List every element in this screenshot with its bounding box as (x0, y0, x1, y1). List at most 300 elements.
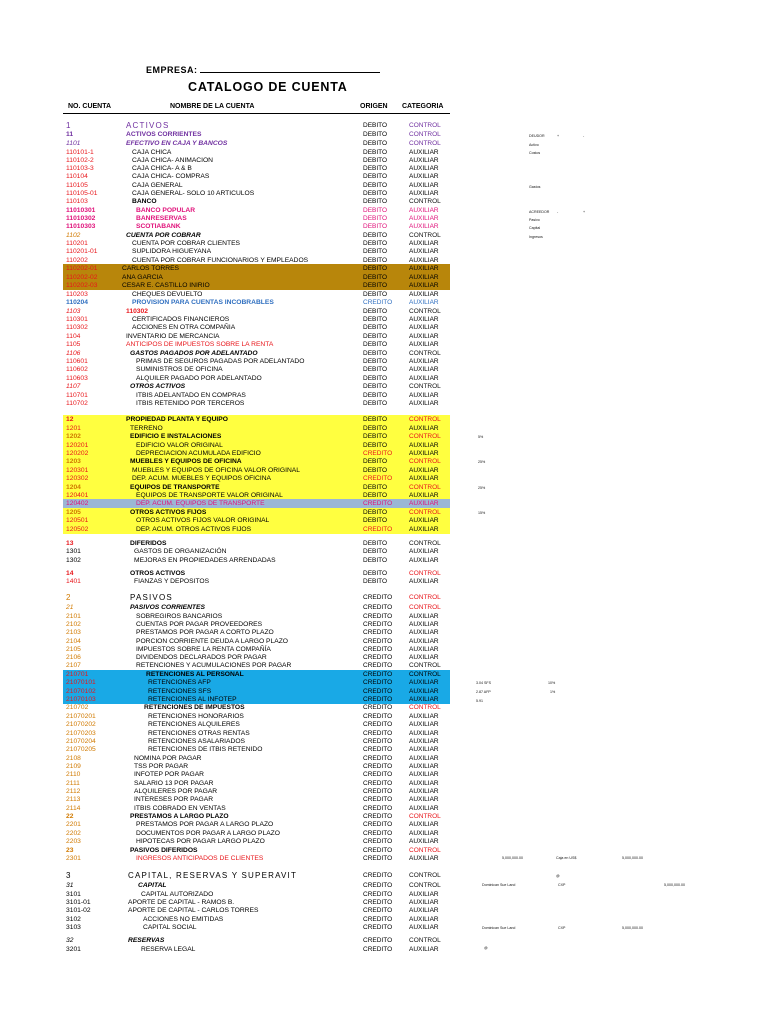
account-category: AUXILIAR (409, 557, 439, 564)
account-origen: DEBITO (363, 316, 388, 323)
table-row (0, 222, 768, 231)
account-category: AUXILIAR (409, 526, 439, 533)
account-code: 3102 (66, 916, 81, 923)
account-origen: DEBITO (363, 358, 388, 365)
account-name: CUENTAS POR PAGAR PROVEEDORES (136, 621, 263, 628)
account-origen: CREDITO (363, 629, 393, 636)
account-category: AUXILIAR (409, 492, 439, 499)
account-code: 31 (66, 882, 74, 889)
account-name: EQUIPOS DE TRANSPORTE (130, 484, 220, 491)
account-category: CONTROL (409, 232, 441, 239)
account-code: 110203 (66, 291, 88, 298)
account-code: 2102 (66, 621, 81, 628)
account-name: EDIFICIO VALOR ORIGINAL (136, 442, 223, 449)
account-origen: DEBITO (363, 122, 388, 129)
margin-note: ACREEDOR (529, 210, 550, 214)
account-name: HIPOTECAS POR PAGAR LARGO PLAZO (136, 838, 265, 845)
account-name: RETENCIONES AL PERSONAL (146, 671, 244, 678)
account-origen: CREDITO (363, 713, 393, 720)
account-name: CAPITAL (138, 882, 167, 889)
account-name: BANCO (132, 198, 157, 205)
account-origen: DEBITO (363, 425, 388, 432)
account-origen: CREDITO (363, 738, 393, 745)
account-category: AUXILIAR (409, 299, 439, 306)
account-category: CONTROL (409, 383, 441, 390)
margin-note: Dominican Sue Land (482, 883, 516, 887)
account-category: AUXILIAR (409, 646, 439, 653)
account-category: AUXILIAR (409, 274, 439, 281)
margin-note: Capital (529, 226, 541, 230)
account-category: AUXILIAR (409, 721, 439, 728)
account-name: OTROS ACTIVOS (130, 383, 186, 390)
account-category: CONTROL (409, 122, 441, 129)
margin-note: CXP (558, 926, 566, 930)
table-row (0, 603, 768, 612)
account-code: 210702 (66, 704, 89, 711)
account-code: 22 (66, 813, 74, 820)
account-origen: CREDITO (363, 788, 393, 795)
account-origen: CREDITO (363, 872, 393, 879)
table-row (0, 323, 768, 332)
account-code: 1105 (66, 341, 81, 348)
account-name: RETENCIONES DE ITBIS RETENIDO (148, 746, 263, 753)
account-name: CHEQUES DEVUELTO (132, 291, 203, 298)
account-category: AUXILIAR (409, 796, 439, 803)
account-category: CONTROL (409, 882, 441, 889)
account-category: AUXILIAR (409, 517, 439, 524)
account-name: APORTE DE CAPITAL - RAMOS B. (128, 899, 235, 906)
account-name: GASTOS PAGADOS POR ADELANTADO (130, 350, 258, 357)
account-name: RETENCIONES AL INFOTEP (148, 696, 237, 703)
account-code: 2109 (66, 763, 81, 770)
account-name: ALQUILERES POR PAGAR (134, 788, 218, 795)
account-name: CAPITAL AUTORIZADO (141, 891, 214, 898)
account-code: 21070204 (66, 738, 96, 745)
account-category: AUXILIAR (409, 157, 439, 164)
account-origen: CREDITO (363, 821, 393, 828)
account-name: BANCO POPULAR (136, 207, 196, 214)
account-name: IMPUESTOS SOBRE LA RENTA COMPAÑÍA (136, 646, 271, 653)
account-name: ACCIONES EN OTRA COMPAÑIA (132, 324, 236, 331)
margin-note: + (557, 134, 560, 138)
account-category: AUXILIAR (409, 207, 439, 214)
account-code: 2 (66, 593, 71, 602)
table-row (0, 264, 768, 273)
account-name: CAJA GENERAL- SOLO 10 ARTICULOS (132, 190, 255, 197)
account-code: 23 (66, 847, 74, 854)
account-origen: DEBITO (363, 557, 388, 564)
account-category: AUXILIAR (409, 475, 439, 482)
account-category: AUXILIAR (409, 755, 439, 762)
account-origen: DEBITO (363, 442, 388, 449)
table-row (0, 628, 768, 637)
account-category: AUXILIAR (409, 173, 439, 180)
account-category: AUXILIAR (409, 679, 439, 686)
account-code: 1202 (66, 433, 81, 440)
account-name: PRESTAMOS POR PAGAR A LARGO PLAZO (136, 821, 274, 828)
account-code: 120401 (66, 492, 89, 499)
table-row (0, 399, 768, 408)
account-origen: CREDITO (363, 855, 393, 862)
account-code: 32 (66, 937, 74, 944)
account-code: 110602 (66, 366, 88, 373)
account-category: AUXILIAR (409, 855, 439, 862)
account-code: 1104 (66, 333, 81, 340)
account-code: 110701 (66, 392, 88, 399)
account-origen: CREDITO (363, 299, 393, 306)
account-code: 21070102 (66, 688, 96, 695)
table-row (0, 139, 768, 148)
account-origen: DEBITO (363, 333, 388, 340)
margin-note: 25% (478, 486, 486, 490)
margin-note: Gastos (529, 185, 541, 189)
account-origen: DEBITO (363, 350, 388, 357)
account-code: 110105 (66, 182, 88, 189)
account-origen: CREDITO (363, 899, 393, 906)
account-name: RETENCIONES HONORARIOS (148, 713, 244, 720)
account-origen: CREDITO (363, 755, 393, 762)
account-category: AUXILIAR (409, 215, 439, 222)
account-origen: DEBITO (363, 467, 388, 474)
account-name: PROPIEDAD PLANTA Y EQUIPO (126, 416, 228, 423)
margin-note: 25% (478, 460, 486, 464)
account-code: 110104 (66, 173, 88, 180)
account-category: CONTROL (409, 570, 441, 577)
account-category: AUXILIAR (409, 838, 439, 845)
account-code: 110101-1 (66, 149, 94, 156)
account-name: PROVISION PARA CUENTAS INCOBRABLES (132, 299, 274, 306)
account-category: AUXILIAR (409, 548, 439, 555)
table-row (0, 340, 768, 349)
account-origen: CREDITO (363, 771, 393, 778)
margin-note: Dominican Sue Land (482, 926, 516, 930)
account-category: AUXILIAR (409, 223, 439, 230)
account-category: CONTROL (409, 350, 441, 357)
account-category: AUXILIAR (409, 291, 439, 298)
account-name: EFECTIVO EN CAJA Y BANCOS (126, 140, 228, 147)
table-row (0, 382, 768, 391)
account-name: PRESTAMOS A LARGO PLAZO (130, 813, 229, 820)
margin-note: 2.87 AFP (476, 690, 491, 694)
account-name: DEPRECIACION ACUMULADA EDIFICIO (136, 450, 261, 457)
account-category: CONTROL (409, 416, 441, 423)
account-name: DOCUMENTOS POR PAGAR A LARGO PLAZO (136, 830, 280, 837)
account-origen: DEBITO (363, 182, 388, 189)
account-name: PORCION CORRIENTE DEUDA A LARGO PLAZO (136, 638, 288, 645)
account-name: INVENTARIO DE MERCANCIA (126, 333, 220, 340)
account-name: INGRESOS ANTICIPADOS DE CLIENTES (136, 855, 264, 862)
column-header-nombre: NOMBRE DE LA CUENTA (170, 103, 255, 110)
account-category: AUXILIAR (409, 830, 439, 837)
account-origen: CREDITO (363, 646, 393, 653)
account-category: AUXILIAR (409, 358, 439, 365)
account-category: AUXILIAR (409, 324, 439, 331)
account-name: RETENCIONES AFP (148, 679, 211, 686)
account-origen: DEBITO (363, 416, 388, 423)
account-category: AUXILIAR (409, 182, 439, 189)
account-name: MUEBLES Y EQUIPOS DE OFICINA VALOR ORIGINAL (132, 467, 300, 474)
account-code: 110301 (66, 316, 88, 323)
account-origen: CREDITO (363, 688, 393, 695)
account-code: 21070101 (66, 679, 96, 686)
account-origen: CREDITO (363, 730, 393, 737)
table-row (0, 197, 768, 206)
account-code: 14 (66, 570, 74, 577)
account-category: AUXILIAR (409, 907, 439, 914)
account-code: 11010303 (66, 223, 96, 230)
account-origen: DEBITO (363, 308, 388, 315)
table-row (0, 172, 768, 181)
account-name: CAPITAL, RESERVAS Y SUPERAVIT (128, 871, 298, 880)
account-origen: DEBITO (363, 375, 388, 382)
account-origen: CREDITO (363, 721, 393, 728)
account-origen: DEBITO (363, 509, 388, 516)
table-row (0, 577, 768, 586)
account-category: AUXILIAR (409, 899, 439, 906)
account-code: 110603 (66, 375, 88, 382)
account-origen: CREDITO (363, 838, 393, 845)
account-category: AUXILIAR (409, 738, 439, 745)
account-category: AUXILIAR (409, 891, 439, 898)
table-row (0, 678, 768, 687)
account-code: 3 (66, 871, 71, 880)
account-name: CAJA CHICA- ANIMACION (132, 157, 214, 164)
account-name: ITBIS ADELANTADO EN COMPRAS (136, 392, 246, 399)
account-origen: DEBITO (363, 282, 388, 289)
account-name: GASTOS DE ORGANIZACIÓN (134, 548, 227, 555)
margin-note: 15% (478, 511, 486, 515)
account-origen: DEBITO (363, 240, 388, 247)
account-category: AUXILIAR (409, 190, 439, 197)
account-name: SUPLIDORA HIGUEYANA (132, 248, 212, 255)
account-origen: CREDITO (363, 937, 393, 944)
account-origen: DEBITO (363, 198, 388, 205)
account-name: DIFERIDOS (130, 540, 167, 547)
account-code: 1103 (66, 308, 81, 315)
account-code: 2103 (66, 629, 81, 636)
account-origen: CREDITO (363, 450, 393, 457)
table-row (0, 906, 768, 915)
account-origen: DEBITO (363, 341, 388, 348)
margin-note: 5,000,000.00 (502, 856, 523, 860)
account-name: CERTIFICADOS FINANCIEROS (132, 316, 230, 323)
account-origen: CREDITO (363, 654, 393, 661)
account-category: CONTROL (409, 872, 441, 879)
account-origen: DEBITO (363, 265, 388, 272)
account-code: 21070103 (66, 696, 96, 703)
account-category: AUXILIAR (409, 688, 439, 695)
table-row (0, 121, 768, 130)
margin-note: - (557, 210, 559, 214)
account-category: AUXILIAR (409, 629, 439, 636)
account-origen: CREDITO (363, 638, 393, 645)
account-category: CONTROL (409, 140, 441, 147)
account-name: PASIVOS CORRIENTES (130, 604, 205, 611)
account-code: 110103 (66, 198, 88, 205)
account-category: AUXILIAR (409, 500, 439, 507)
account-code: 110105-01 (66, 190, 98, 197)
account-origen: CREDITO (363, 805, 393, 812)
account-code: 110204 (66, 299, 88, 306)
account-code: 1 (66, 121, 71, 130)
account-code: 21070203 (66, 730, 96, 737)
account-category: AUXILIAR (409, 400, 439, 407)
account-name: DEP. ACUM. OTROS ACTIVOS FIJOS (136, 526, 252, 533)
account-category: CONTROL (409, 604, 441, 611)
account-name: CAJA CHICA- A & B (132, 165, 192, 172)
table-row (0, 820, 768, 829)
account-code: 3201 (66, 946, 81, 953)
account-category: AUXILIAR (409, 366, 439, 373)
account-origen: CREDITO (363, 924, 393, 931)
account-origen: DEBITO (363, 232, 388, 239)
table-row (0, 593, 768, 602)
account-code: 120302 (66, 475, 89, 482)
margin-note: 5.91 (476, 699, 483, 703)
account-name: SCOTIABANK (136, 223, 181, 230)
margin-note: - (583, 134, 585, 138)
account-origen: CREDITO (363, 882, 393, 889)
account-name: MUEBLES Y EQUIPOS DE OFICINA (130, 458, 242, 465)
account-category: AUXILIAR (409, 248, 439, 255)
margin-note: DEUDOR (529, 134, 545, 138)
account-category: AUXILIAR (409, 613, 439, 620)
account-origen: DEBITO (363, 383, 388, 390)
account-category: AUXILIAR (409, 916, 439, 923)
account-origen: CREDITO (363, 613, 393, 620)
account-code: 2201 (66, 821, 81, 828)
account-code: 210701 (66, 671, 89, 678)
account-name: DEP. ACUM. EQUIPOS DE TRANSPORTE (136, 500, 265, 507)
margin-note: CXP (558, 883, 566, 887)
margin-note: Activo (529, 143, 539, 147)
account-origen: DEBITO (363, 492, 388, 499)
table-row (0, 661, 768, 670)
account-code: 110202-01 (66, 265, 98, 272)
account-name: DEP. ACUM. MUEBLES Y EQUIPOS OFICINA (132, 475, 271, 482)
account-code: 2112 (66, 788, 81, 795)
account-code: 3101-02 (66, 907, 91, 914)
account-name: CARLOS TORRES (122, 265, 179, 272)
table-row (0, 770, 768, 779)
account-name: EDIFICIO E INSTALACIONES (130, 433, 222, 440)
account-code: 2202 (66, 830, 81, 837)
account-name: PRESTAMOS POR PAGAR A CORTO PLAZO (136, 629, 274, 636)
account-name: ANTICIPOS DE IMPUESTOS SOBRE LA RENTA (126, 341, 274, 348)
account-name: INTERESES POR PAGAR (134, 796, 214, 803)
account-name: NOMINA POR PAGAR (134, 755, 202, 762)
account-name: CUENTA POR COBRAR (126, 232, 201, 239)
account-code: 110201 (66, 240, 88, 247)
account-code: 11010302 (66, 215, 96, 222)
account-origen: DEBITO (363, 149, 388, 156)
margin-note: Costos (529, 151, 541, 155)
account-origen: DEBITO (363, 458, 388, 465)
account-category: AUXILIAR (409, 805, 439, 812)
account-code: 1401 (66, 578, 81, 585)
account-origen: DEBITO (363, 324, 388, 331)
account-origen: CREDITO (363, 746, 393, 753)
table-row (0, 795, 768, 804)
account-origen: CREDITO (363, 594, 393, 601)
account-origen: DEBITO (363, 223, 388, 230)
account-category: AUXILIAR (409, 821, 439, 828)
margin-note: Pasivo (529, 218, 540, 222)
account-code: 11010301 (66, 207, 96, 214)
account-category: AUXILIAR (409, 730, 439, 737)
account-code: 120201 (66, 442, 89, 449)
table-row (0, 474, 768, 483)
account-origen: DEBITO (363, 548, 388, 555)
account-origen: DEBITO (363, 131, 388, 138)
account-origen: DEBITO (363, 257, 388, 264)
account-name: ALQUILER PAGADO POR ADELANTADO (136, 375, 262, 382)
margin-note: @ (484, 946, 488, 950)
table-row (0, 854, 768, 863)
account-origen: DEBITO (363, 274, 388, 281)
account-origen: CREDITO (363, 830, 393, 837)
account-category: CONTROL (409, 509, 441, 516)
column-header-origen: ORIGEN (360, 103, 388, 110)
account-code: 110102-2 (66, 157, 94, 164)
account-category: CONTROL (409, 131, 441, 138)
account-code: 2111 (66, 780, 80, 787)
account-name: RETENCIONES Y ACUMULACIONES POR PAGAR (136, 662, 292, 669)
account-category: AUXILIAR (409, 316, 439, 323)
account-origen: CREDITO (363, 621, 393, 628)
account-code: 110302 (66, 324, 88, 331)
account-category: AUXILIAR (409, 654, 439, 661)
account-name: CUENTA POR COBRAR FUNCIONARIOS Y EMPLEADOS (132, 257, 309, 264)
account-name: RETENCIONES DE IMPUESTOS (144, 704, 245, 711)
account-name: RETENCIONES OTRAS RENTAS (148, 730, 250, 737)
account-name: SUMINISTROS DE OFICINA (136, 366, 223, 373)
account-code: 2105 (66, 646, 81, 653)
account-name: ACCIONES NO EMITIDAS (143, 916, 224, 923)
account-code: 3101-01 (66, 899, 91, 906)
account-origen: DEBITO (363, 484, 388, 491)
account-code: 2107 (66, 662, 81, 669)
account-origen: DEBITO (363, 157, 388, 164)
account-category: AUXILIAR (409, 165, 439, 172)
account-origen: DEBITO (363, 540, 388, 547)
column-header-no-cuenta: NO. CUENTA (68, 103, 112, 110)
account-name: CAJA CHICA (132, 149, 172, 156)
account-code: 1301 (66, 548, 81, 555)
account-name: RETENCIONES SFS (148, 688, 212, 695)
account-category: AUXILIAR (409, 467, 439, 474)
account-code: 1204 (66, 484, 81, 491)
account-origen: CREDITO (363, 500, 393, 507)
account-code: 120301 (66, 467, 89, 474)
margin-note: 1% (550, 690, 556, 694)
table-row (0, 871, 768, 880)
account-category: AUXILIAR (409, 392, 439, 399)
table-row (0, 547, 768, 556)
account-name: CESAR E. CASTILLO INIRIO (122, 282, 210, 289)
account-name: EQUIPOS DE TRANSPORTE VALOR ORIGINAL (136, 492, 283, 499)
account-origen: CREDITO (363, 847, 393, 854)
table-row (0, 745, 768, 754)
account-origen: CREDITO (363, 671, 393, 678)
account-category: CONTROL (409, 484, 441, 491)
account-code: 21070205 (66, 746, 96, 753)
account-category: AUXILIAR (409, 746, 439, 753)
account-category: AUXILIAR (409, 341, 439, 348)
account-code: 110601 (66, 358, 88, 365)
table-row (0, 415, 768, 424)
margin-note: 5% (478, 435, 484, 439)
